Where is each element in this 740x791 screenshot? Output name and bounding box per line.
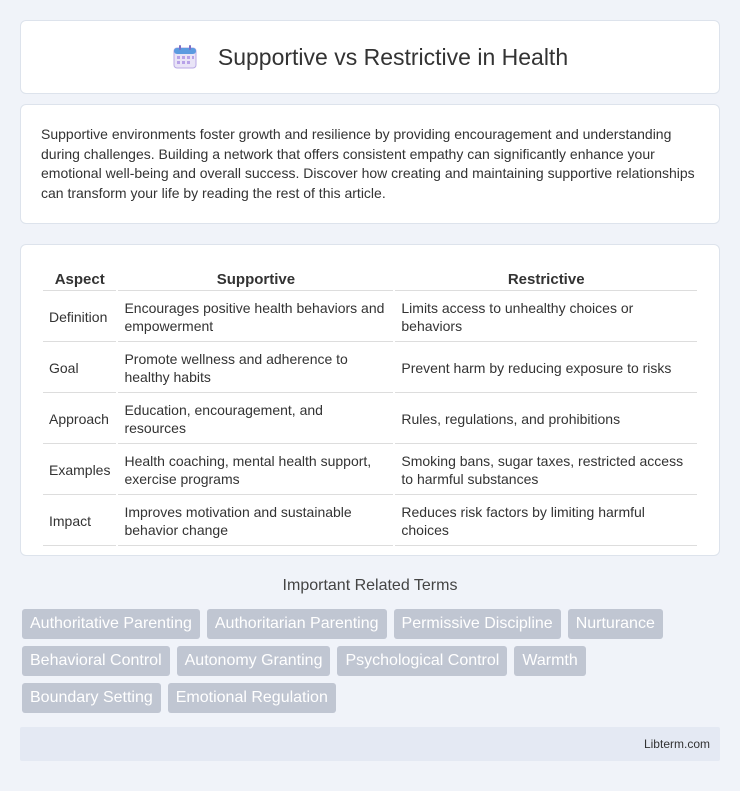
comparison-table bbox=[41, 265, 699, 548]
table-row bbox=[43, 395, 697, 444]
table-header-row bbox=[43, 267, 697, 291]
table-cell-aspect: Goal bbox=[43, 344, 116, 393]
table-cell-restrictive: Limits access to unhealthy choices or behaviors bbox=[395, 293, 697, 342]
term-tag[interactable]: Boundary Setting bbox=[22, 683, 161, 713]
table-row bbox=[43, 344, 697, 393]
term-tag[interactable]: Authoritative Parenting bbox=[22, 609, 200, 639]
table-cell-aspect: Examples bbox=[43, 446, 116, 495]
term-tag[interactable]: Autonomy Granting bbox=[177, 646, 331, 676]
table-cell-aspect: Impact bbox=[43, 497, 116, 546]
column-header: Supportive bbox=[118, 267, 393, 291]
related-terms-title: Important Related Terms bbox=[282, 577, 458, 594]
term-tag[interactable]: Emotional Regulation bbox=[168, 683, 336, 713]
term-tag[interactable]: Permissive Discipline bbox=[394, 609, 561, 639]
table-cell-restrictive: Prevent harm by reducing exposure to risks bbox=[395, 344, 697, 393]
column-header: Restrictive bbox=[395, 267, 697, 291]
calendar-icon bbox=[172, 44, 198, 70]
term-tag[interactable]: Warmth bbox=[514, 646, 585, 676]
intro-text: Supportive environments foster growth and resilience by providing encouragement and understanding during challenges. Building a network that offers consistent empathy can significantly enhance your emotional well-being and overall success. Discover how creating and maintaining supportive relationships can transform your life by reading the rest of this article. bbox=[41, 126, 695, 201]
table-cell-restrictive: Smoking bans, sugar taxes, restricted access to harmful substances bbox=[395, 446, 697, 495]
column-header: Aspect bbox=[43, 267, 116, 291]
table-cell-supportive: Health coaching, mental health support, exercise programs bbox=[118, 446, 393, 495]
table-cell-supportive: Improves motivation and sustainable behavior change bbox=[118, 497, 393, 546]
table-cell-supportive: Promote wellness and adherence to healthy habits bbox=[118, 344, 393, 393]
term-tag[interactable]: Authoritarian Parenting bbox=[207, 609, 387, 639]
table-row bbox=[43, 446, 697, 495]
table-cell-supportive: Encourages positive health behaviors and empowerment bbox=[118, 293, 393, 342]
table-cell-aspect: Approach bbox=[43, 395, 116, 444]
table-cell-restrictive: Reduces risk factors by limiting harmful choices bbox=[395, 497, 697, 546]
table-cell-supportive: Education, encouragement, and resources bbox=[118, 395, 393, 444]
related-terms-list bbox=[22, 609, 722, 713]
footer-site-link[interactable]: Libterm.com bbox=[643, 737, 710, 751]
term-tag[interactable]: Psychological Control bbox=[337, 646, 507, 676]
intro-card bbox=[20, 104, 720, 224]
term-tag[interactable]: Nurturance bbox=[568, 609, 663, 639]
term-tag[interactable]: Behavioral Control bbox=[22, 646, 170, 676]
header-card bbox=[20, 20, 720, 94]
table-row bbox=[43, 293, 697, 342]
footer bbox=[20, 727, 720, 761]
comparison-table-card bbox=[20, 244, 720, 556]
table-row bbox=[43, 497, 697, 546]
page-title: Supportive vs Restrictive in Health bbox=[217, 43, 569, 70]
table-cell-restrictive: Rules, regulations, and prohibitions bbox=[395, 395, 697, 444]
table-cell-aspect: Definition bbox=[43, 293, 116, 342]
